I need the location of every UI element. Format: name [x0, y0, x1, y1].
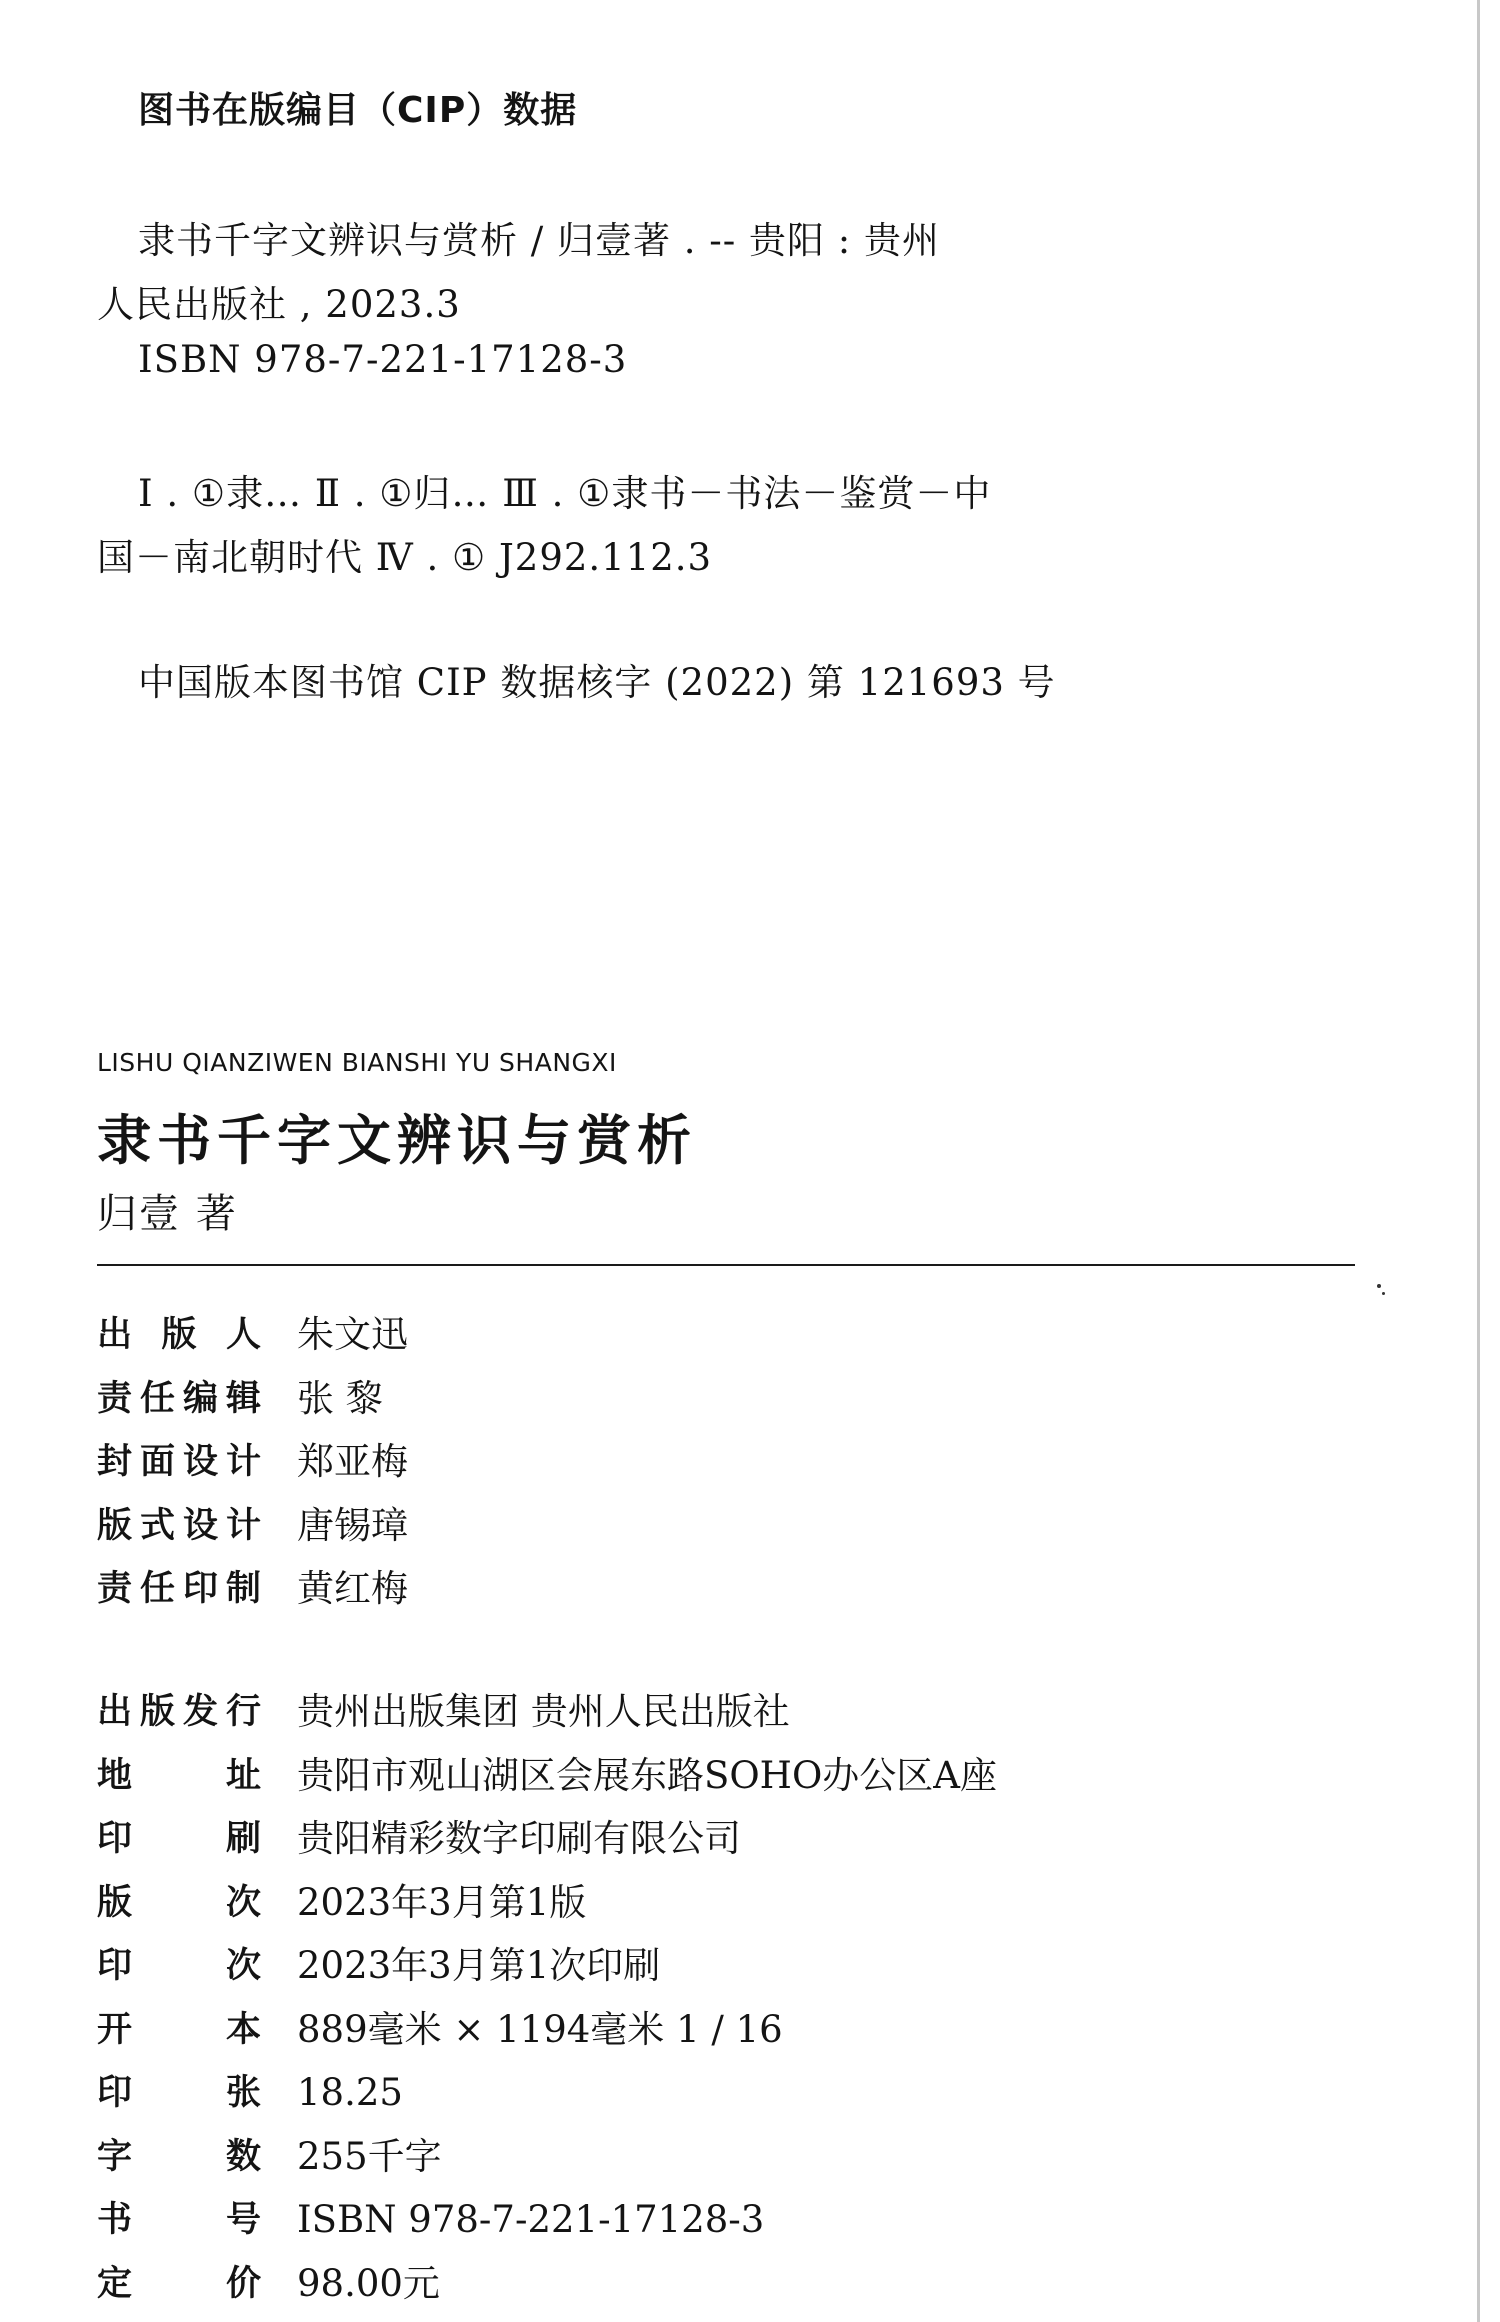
publishing-label: [97, 2259, 261, 2309]
cip-heading: 图书在版编目（CIP）数据: [138, 90, 578, 131]
publishing-label: [97, 1814, 261, 1864]
cip-library-line: 中国版本图书馆 CIP 数据核字 (2022) 第 121693 号: [138, 661, 1056, 704]
credits-label: [97, 1564, 261, 1614]
author-line: 归壹 著: [97, 1191, 238, 1237]
credits-value: 朱文迅: [297, 1313, 408, 1356]
credits-label-char: 版: [97, 1505, 133, 1546]
publishing-label-char: 字: [97, 2136, 133, 2177]
publishing-label-char: 版: [97, 1882, 133, 1923]
publishing-label: [97, 1878, 261, 1928]
credits-label-char: 制: [225, 1569, 261, 1609]
cip-classification-line-1: Ⅰ . ①隶… Ⅱ . ①归… Ⅲ . ①隶书－书法－鉴赏－中: [138, 472, 992, 515]
publishing-label-char: 发: [182, 1692, 218, 1732]
pinyin-title: LISHU QIANZIWEN BIANSHI YU SHANGXI: [97, 1048, 617, 1077]
credits-label-char: 设: [182, 1442, 218, 1482]
publishing-label-char: 刷: [225, 1819, 261, 1859]
credits-label-char: 印: [182, 1569, 218, 1609]
publishing-label: [97, 1751, 261, 1801]
cip-classification-line-2: 国－南北朝时代 Ⅳ . ① J292.112.3: [97, 536, 713, 579]
credits-label-char: 任: [139, 1569, 175, 1609]
cip-record-line-1: 隶书千字文辨识与赏析 / 归壹著 . -- 贵阳 : 贵州: [138, 219, 941, 262]
cip-record-line-2: 人民出版社 , 2023.3: [97, 283, 461, 326]
credits-value: 黄红梅: [297, 1567, 408, 1610]
divider-rule: [97, 1264, 1355, 1266]
credits-label: [97, 1501, 261, 1551]
credits-label: [97, 1374, 261, 1424]
credits-label-char: 设: [182, 1505, 218, 1546]
publishing-label: [97, 1941, 261, 1991]
publishing-label-char: 次: [225, 1882, 261, 1923]
publishing-label-char: 址: [225, 1755, 261, 1796]
publishing-value: 2023年3月第1次印刷: [297, 1944, 661, 1987]
scan-speck: [1382, 1292, 1385, 1295]
publishing-label-char: 出: [97, 1692, 133, 1732]
credits-value: 张 黎: [297, 1376, 383, 1420]
publishing-value: 18.25: [297, 2071, 403, 2114]
publishing-label: [97, 1687, 261, 1737]
publishing-label-char: 定: [97, 2263, 133, 2304]
publishing-label-char: 数: [225, 2136, 261, 2177]
publishing-value: 255千字: [297, 2134, 442, 2178]
cip-isbn-line: ISBN 978-7-221-17128-3: [138, 338, 628, 381]
credits-label-char: 辑: [225, 1378, 261, 1419]
credits-label-char: 面: [139, 1442, 175, 1482]
credits-label-char: 任: [139, 1378, 175, 1419]
credits-label-char: 计: [225, 1505, 261, 1546]
credits-label-char: 责: [97, 1569, 133, 1609]
publishing-label-char: 行: [225, 1692, 261, 1732]
publishing-label: [97, 2132, 261, 2182]
publishing-label-char: 印: [97, 2073, 133, 2113]
credits-label-char: 式: [139, 1505, 175, 1546]
publishing-value: 贵阳市观山湖区会展东路SOHO办公区A座: [297, 1753, 998, 1797]
publishing-label-char: 印: [97, 1819, 133, 1859]
publishing-label-char: 书: [97, 2200, 133, 2240]
publishing-value: 2023年3月第1版: [297, 1880, 587, 1924]
credits-label-char: 编: [182, 1378, 218, 1419]
publishing-value: ISBN 978-7-221-17128-3: [297, 2198, 765, 2241]
credits-label-char: 版: [161, 1315, 197, 1355]
credits-label-char: 封: [97, 1442, 133, 1482]
book-title: 隶书千字文辨识与赏析: [97, 1108, 697, 1172]
publishing-label-char: 张: [225, 2073, 261, 2113]
publishing-label-char: 价: [225, 2263, 261, 2304]
publishing-value: 贵阳精彩数字印刷有限公司: [297, 1817, 741, 1860]
publishing-label-char: 次: [225, 1946, 261, 1986]
credits-label: [97, 1310, 261, 1360]
publishing-label-char: 印: [97, 1946, 133, 1986]
credits-label-char: 出: [97, 1315, 133, 1355]
publishing-label-char: 地: [97, 1755, 133, 1796]
credits-label-char: 计: [225, 1442, 261, 1482]
credits-label: [97, 1437, 261, 1487]
credits-label-char: 人: [225, 1315, 261, 1355]
publishing-label-char: 开: [97, 2009, 133, 2050]
publishing-label-char: 号: [225, 2200, 261, 2240]
publishing-value: 贵州出版集团 贵州人民出版社: [297, 1690, 790, 1733]
publishing-label-char: 本: [225, 2009, 261, 2050]
publishing-value: 889毫米 × 1194毫米 1 / 16: [297, 2007, 783, 2051]
publishing-label: [97, 2195, 261, 2245]
publishing-value: 98.00元: [297, 2261, 440, 2305]
credits-value: 郑亚梅: [297, 1440, 408, 1483]
credits-label-char: 责: [97, 1378, 133, 1419]
scan-speck: [1377, 1284, 1381, 1288]
credits-value: 唐锡璋: [297, 1503, 408, 1547]
publishing-label: [97, 2005, 261, 2055]
publishing-label: [97, 2068, 261, 2118]
publishing-label-char: 版: [139, 1692, 175, 1732]
